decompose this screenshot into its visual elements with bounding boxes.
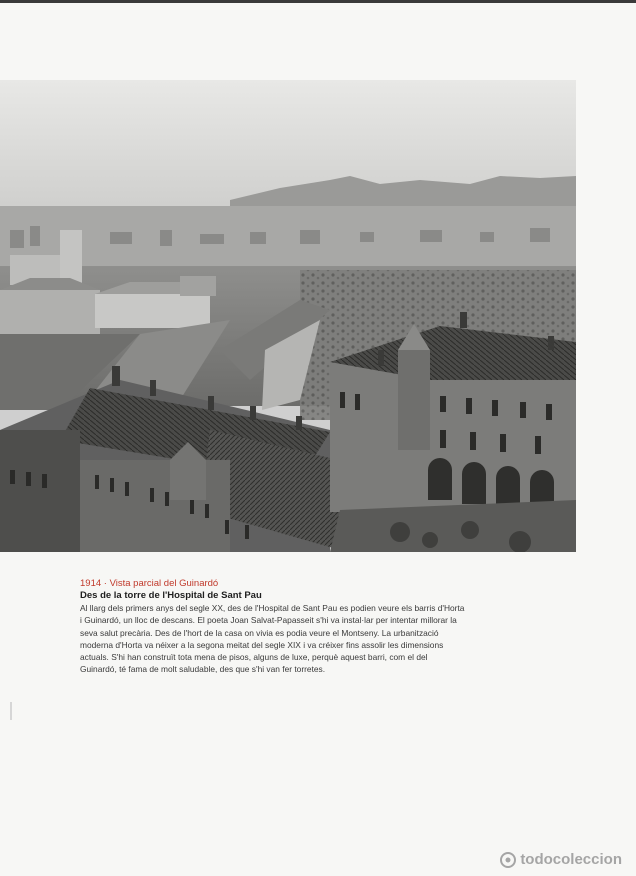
todocoleccion-logo-icon: [500, 852, 516, 868]
photo-illustration: [0, 80, 576, 552]
caption-title: Vista parcial del Guinardó: [109, 578, 219, 589]
photo-caption: [80, 578, 465, 676]
caption-subtitle: Des de la torre de l'Hospital de Sant Pau: [80, 590, 262, 601]
caption-separator: ·: [101, 578, 110, 589]
watermark-text: todocoleccion: [520, 851, 622, 868]
page-top-edge: [0, 0, 636, 3]
margin-mark: [10, 702, 12, 720]
historic-photograph: [0, 80, 576, 552]
caption-year: 1914: [80, 578, 102, 589]
caption-header: [80, 578, 465, 590]
caption-body-text: Al llarg dels primers anys del segle XX, des de l'Hospital de Sant Pau es podien veure els barris d'Horta i Guinardó, un lloc de descans. El poeta Joan Salvat-Papasseit s'hi va instal·lar per intentar millorar la seva salut precària. Des de l'hort de la casa on vivia es podia veure el Montseny. La urbanització moderna d'Horta va néixer a la segona meitat del segle XIX i va créixer fins assolir les dimensions actuals. S'hi han construït tota mena de pisos, alguns de luxe, perquè aquest barri, com el del Guinardó, té fama de molt saludable, des que s'hi van fer torretes.: [80, 603, 465, 675]
watermark: [500, 851, 622, 868]
